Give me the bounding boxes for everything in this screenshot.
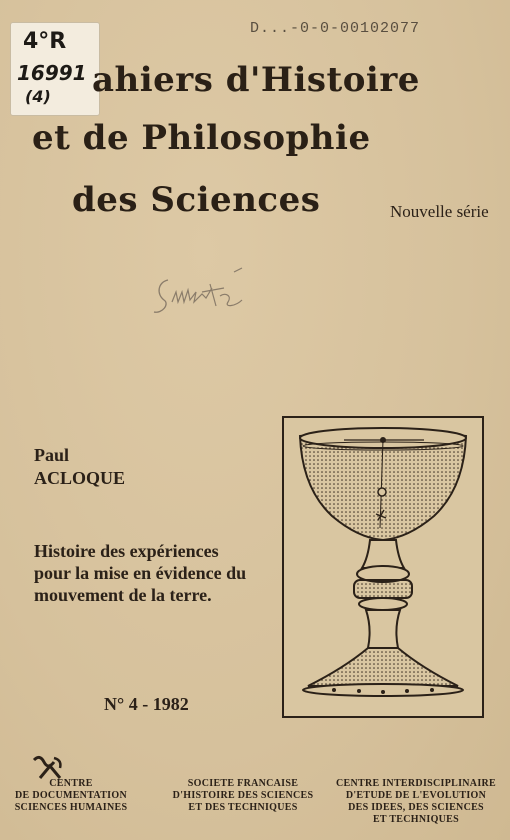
footer-col1-line: CENTRE	[49, 778, 93, 789]
stamp-line-2: 16991	[17, 61, 87, 85]
footer-col2-line: ET DES TECHNIQUES	[188, 802, 298, 813]
author-first-name: Paul	[34, 445, 70, 465]
goblet-illustration	[284, 418, 482, 716]
book-title	[34, 540, 274, 606]
footer-col3-line: D'ETUDE DE L'EVOLUTION	[345, 790, 487, 801]
footer-publisher-3	[326, 778, 506, 826]
issue-number: N° 4 - 1982	[104, 694, 189, 714]
library-stamp	[10, 22, 100, 116]
book-title-line-3: mouvement de la terre.	[34, 585, 212, 605]
footer-col1-line: SCIENCES HUMAINES	[14, 802, 128, 813]
footer-col2-line: D'HISTOIRE DES SCIENCES	[172, 790, 314, 801]
handwritten-signature	[150, 262, 250, 322]
footer-col3-line: DES IDEES, DES SCIENCES	[348, 802, 484, 813]
footer-publisher-1	[6, 778, 136, 814]
book-title-line-2: pour la mise en évidence du	[34, 563, 247, 583]
footer-col1-line: DE DOCUMENTATION	[15, 790, 127, 801]
stamp-line-1: 4°R	[23, 29, 67, 54]
stamp-line-3: (4)	[25, 87, 51, 106]
goblet-illustration-frame	[282, 416, 484, 718]
title-line-1: ahiers d'Histoire	[92, 60, 420, 100]
footer-publisher-2	[168, 778, 318, 814]
title-line-3: des Sciences	[72, 180, 321, 220]
book-title-line-1: Histoire des expériences	[34, 541, 219, 561]
footer-col2-line: SOCIETE FRANCAISE	[187, 778, 299, 789]
footer-col3-line: CENTRE INTERDISCIPLINAIRE	[335, 778, 497, 789]
title-line-2: et de Philosophie	[32, 118, 371, 158]
catalog-code: D...-0-0-00102077	[250, 20, 421, 37]
footer-col3-line: ET TECHNIQUES	[372, 814, 460, 825]
series-label: Nouvelle série	[390, 202, 489, 221]
author-last-name: ACLOQUE	[34, 468, 126, 488]
